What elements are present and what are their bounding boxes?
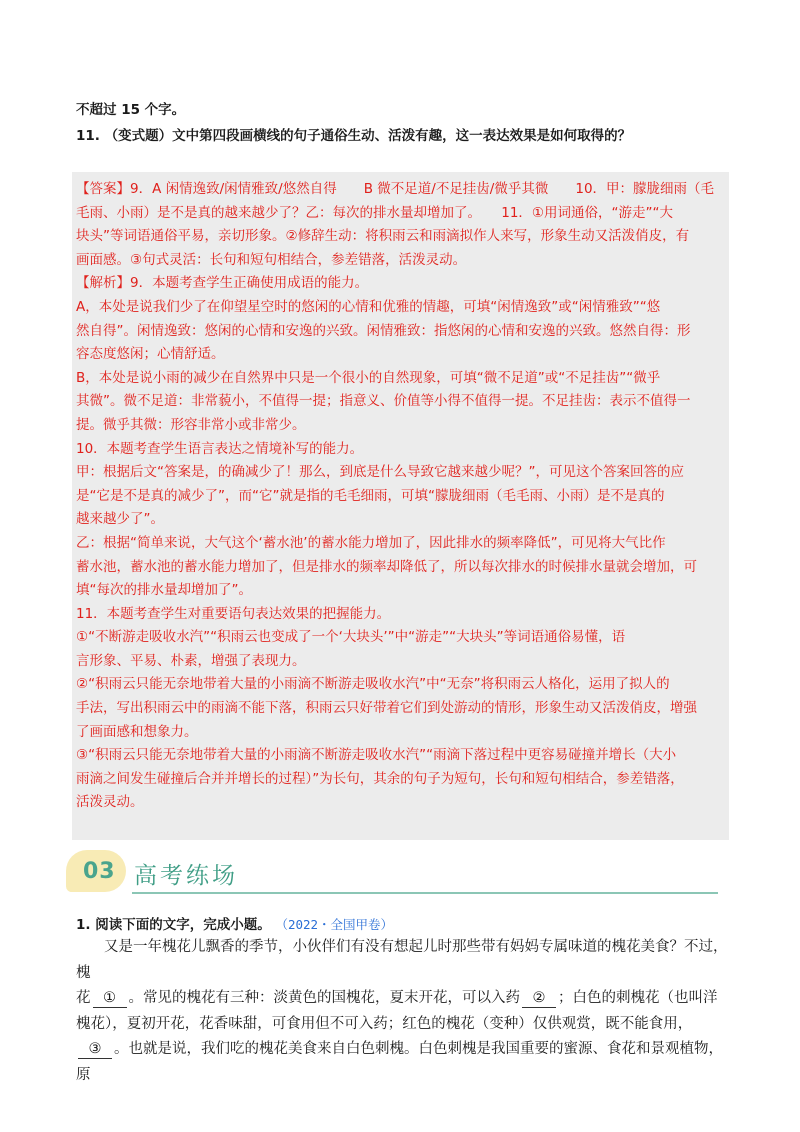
top-line-1: 不超过 15 个字。 (76, 102, 186, 118)
analysis-line: 蓄水池，蓄水池的蓄水能力增加了，但是排水的频率却降低了，所以每次排水的时候排水量就会增加，可 (76, 558, 697, 575)
answer-line: 画面感。③句式灵活：长句和短句相结合，参差错落，活泼灵动。 (76, 251, 467, 268)
section-header (66, 848, 716, 898)
analysis-line: 提。微乎其微：形容非常小或非常少。 (76, 416, 306, 433)
analysis-line: ②“积雨云只能无奈地带着大量的小雨滴不断游走吸收水汽”中“无奈”将积雨云人格化，运用了拟人的 (76, 676, 670, 693)
analysis-line: B，本处是说小雨的减少在自然界中只是一个很小的自然现象，可填“微不足道”或“不足挂齿”“微乎 (76, 369, 661, 386)
analysis-line: 越来越少了”。 (76, 511, 164, 528)
analysis-line: 是“它是不是真的减少了”，而“它”就是指的毛毛细雨，可填“朦胧细雨（毛毛雨、小雨）是不是真的 (76, 487, 665, 504)
passage-line (76, 935, 728, 986)
passage-text: ；白色的刺槐花（也叫洋 (558, 990, 718, 1006)
answer-line: 毛雨、小雨）是不是真的越来越少了？乙：每次的排水量却增加了。 11．①用词通俗，“游走”“大 (76, 204, 674, 221)
analysis-line: 手法，写出积雨云中的雨滴不能下落，积雨云只好带着它们到处游动的情形，形象生动又活泼俏皮，增强 (76, 700, 697, 717)
analysis-line: 了画面感和想象力。 (76, 723, 198, 740)
question-11 (76, 124, 631, 144)
blank-3: ③ (78, 1040, 112, 1059)
section-divider (132, 892, 718, 894)
blank-2: ② (522, 989, 556, 1008)
passage-text: 花 (76, 990, 91, 1006)
passage-line (76, 1037, 728, 1088)
section-number: 03 (83, 859, 116, 884)
blank-1: ① (93, 989, 127, 1008)
analysis-line: A，本处是说我们少了在仰望星空时的悠闲的心情和优雅的情趣，可填“闲情逸致”或“闲情雅致”“悠 (76, 298, 661, 315)
analysis-line: 甲：根据后文“答案是，的确减少了！那么，到底是什么导致它越来越少呢？”，可见这个答案回答的应 (76, 464, 684, 481)
section-number-badge (66, 850, 126, 892)
analysis-line: 雨滴之间发生碰撞后合并并增长的过程）”为长句，其余的句子为短句，长句和短句相结合，参差错落， (76, 770, 684, 787)
analysis-line: 11．本题考查学生对重要语句表达效果的把握能力。 (76, 605, 391, 622)
analysis-line: 容态度悠闲；心情舒适。 (76, 346, 225, 363)
question-1-instruction: 1. 阅读下面的文字，完成小题。 (76, 917, 271, 933)
analysis-line: 活泼灵动。 (76, 794, 144, 811)
section-title: 高考练场 (134, 863, 238, 889)
passage-line (76, 986, 728, 1012)
question-1-heading (76, 913, 393, 933)
analysis-line: 其微”。微不足道：非常藐小，不值得一提；指意义、价值等小得不值得一提。不足挂齿：表示不值得一 (76, 393, 691, 410)
reading-passage (76, 935, 728, 1088)
answer-line: 块头”等词语通俗平易，亲切形象。②修辞生动：将积雨云和雨滴拟作人来写，形象生动又活泼俏皮，有 (76, 228, 690, 245)
analysis-line: ①“不断游走吸收水汽”“积雨云也变成了一个‘大块头’”中“游走”“大块头”等词语通俗易懂，语 (76, 629, 626, 646)
analysis-line: 乙：根据“简单来说，大气这个‘蓄水池’的蓄水能力增加了，因此排水的频率降低”，可见将大气比作 (76, 534, 666, 551)
analysis-line: 10．本题考查学生语言表达之情境补写的能力。 (76, 440, 364, 457)
question-11-number: 11. (76, 128, 100, 144)
passage-text: 。也就是说，我们吃的槐花美食来自白色刺槐。白色刺槐是我国重要的蜜源、食花和景观植物，原 (76, 1041, 723, 1083)
passage-text: 槐花），夏初开花，花香味甜，可食用但不可入药；红色的槐花（变种）仅供观赏，既不能食用， (76, 1015, 693, 1032)
analysis-line: 言形象、平易、朴素，增强了表现力。 (76, 652, 306, 669)
passage-line (76, 1012, 728, 1038)
passage-text: 。常见的槐花有三种：淡黄色的国槐花，夏末开花，可以入药 (128, 990, 520, 1006)
question-11-text: （变式题）文中第四段画横线的句子通俗生动、活泼有趣，这一表达效果是如何取得的？ (104, 128, 632, 144)
exam-source-tag: （2022・全国甲卷） (275, 917, 394, 932)
analysis-line: ③“积雨云只能无奈地带着大量的小雨滴不断游走吸收水汽”“雨滴下落过程中更容易碰撞并增长（大小 (76, 747, 677, 764)
analysis-line: 填“每次的排水量却增加了”。 (76, 582, 252, 599)
analysis-line: 然自得”。闲情逸致：悠闲的心情和安逸的兴致。闲情雅致：指悠闲的心情和安逸的兴致。悠然自得：形 (76, 322, 691, 339)
passage-text: 又是一年槐花儿飘香的季节，小伙伴们有没有想起儿时那些带有妈妈专属味道的槐花美食？不过，槐 (76, 939, 728, 981)
answer-line: 【答案】9．A 闲情逸致/闲情雅致/悠然自得 B 微不足道/不足挂齿/微乎其微 10．甲：朦胧细雨（毛 (76, 181, 715, 197)
answer-analysis-box (72, 172, 729, 840)
analysis-line: 【解析】9．本题考查学生正确使用成语的能力。 (76, 275, 369, 292)
